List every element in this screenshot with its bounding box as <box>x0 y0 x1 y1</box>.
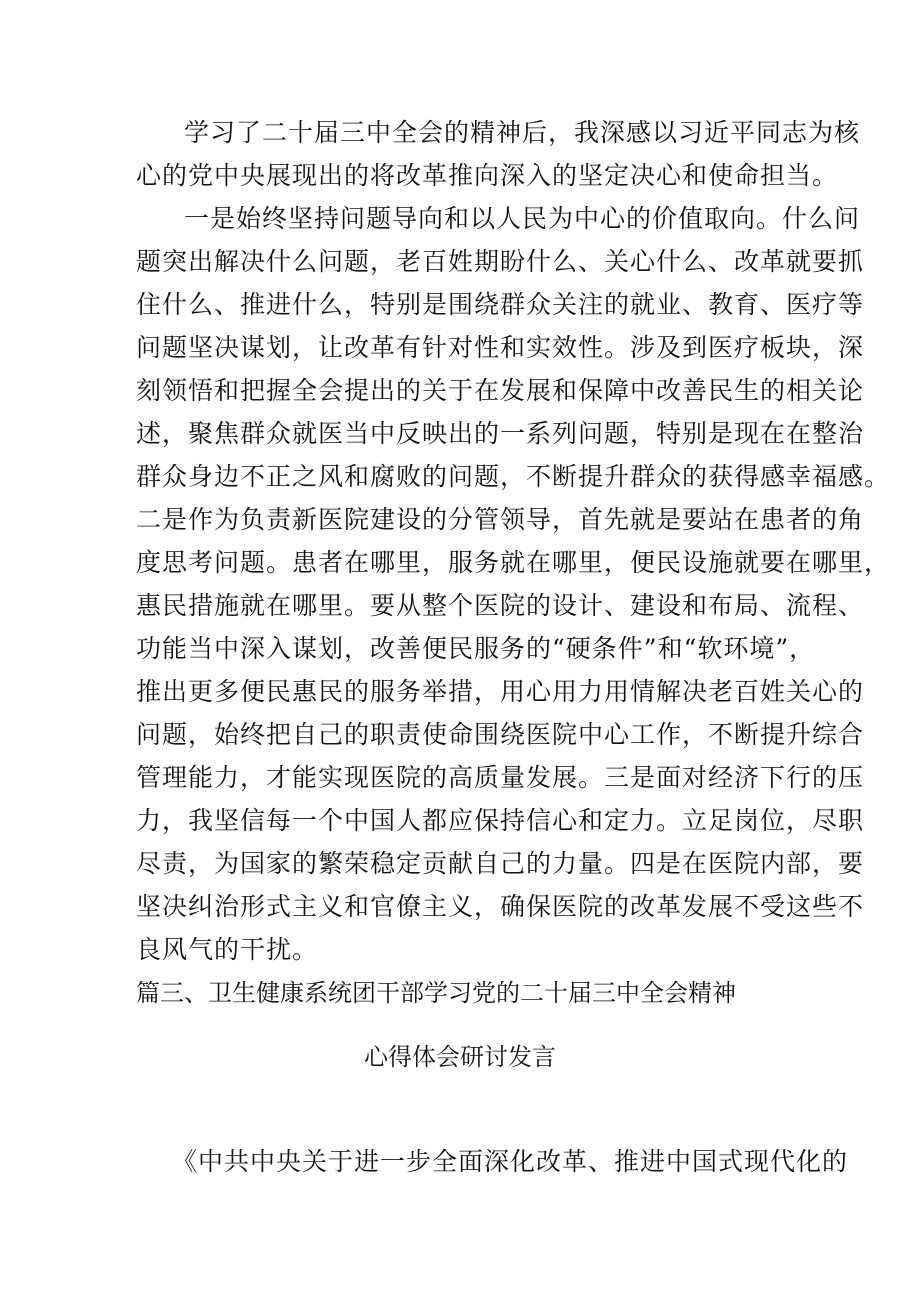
paragraph-2-line-16: 尽责，为国家的繁荣稳定贡献自己的力量。四是在医院内部，要 <box>136 849 865 878</box>
paragraph-2-line-5: 刻领悟和把握全会提出的关于在发展和保障中改善民生的相关论 <box>136 376 865 405</box>
paragraph-2-line-12: 推出更多便民惠民的服务举措，用心用力用情解决老百姓关心的 <box>136 677 865 706</box>
paragraph-2-line-9: 度思考问题。患者在哪里，服务就在哪里，便民设施就要在哪里， <box>136 548 891 577</box>
paragraph-2-line-13: 问题，始终把自己的职责使命围绕医院中心工作，不断提升综合 <box>136 720 865 749</box>
paragraph-2-line-7: 群众身边不正之风和腐败的问题，不断提升群众的获得感幸福感。 <box>136 462 891 491</box>
paragraph-1-line-2: 心的党中央展现出的将改革推向深入的坚定决心和使命担当。 <box>136 161 839 190</box>
paragraph-2-line-6: 述，聚焦群众就医当中反映出的一系列问题，特别是现在在整治 <box>136 419 865 448</box>
paragraph-2-line-18: 良风气的干扰。 <box>136 935 319 964</box>
paragraph-2-line-2: 题突出解决什么问题，老百姓期盼什么、关心什么、改革就要抓 <box>136 247 865 276</box>
paragraph-1-line-1: 学习了二十届三中全会的精神后，我深感以习近平同志为核 <box>184 118 861 147</box>
paragraph-2-line-8: 二是作为负责新医院建设的分管领导，首先就是要站在患者的角 <box>136 505 865 534</box>
paragraph-2-line-1: 一是始终坚持问题导向和以人民为中心的价值取向。什么问 <box>184 204 861 233</box>
paragraph-2-line-10: 惠民措施就在哪里。要从整个医院的设计、建设和布局、流程、 <box>136 591 865 620</box>
paragraph-2-line-11: 功能当中深入谋划，改善便民服务的“硬条件”和“软环境”， <box>136 634 816 663</box>
section-title-line-1: 篇三、卫生健康系统团干部学习党的二十届三中全会精神 <box>136 979 736 1007</box>
paragraph-2-line-15: 力，我坚信每一个中国人都应保持信心和定力。立足岗位，尽职 <box>136 806 865 835</box>
section-title-line-2: 心得体会研讨发言 <box>364 1043 556 1071</box>
paragraph-3-line-1: 《中共中央关于进一步全面深化改革、推进中国式现代化的 <box>172 1147 849 1176</box>
paragraph-2-line-17: 坚决纠治形式主义和官僚主义，确保医院的改革发展不受这些不 <box>136 892 865 921</box>
paragraph-2-line-3: 住什么、推进什么，特别是围绕群众关注的就业、教育、医疗等 <box>136 290 865 319</box>
paragraph-2-line-4: 问题坚决谋划，让改革有针对性和实效性。涉及到医疗板块，深 <box>136 333 865 362</box>
paragraph-2-line-14: 管理能力，才能实现医院的高质量发展。三是面对经济下行的压 <box>136 763 865 792</box>
